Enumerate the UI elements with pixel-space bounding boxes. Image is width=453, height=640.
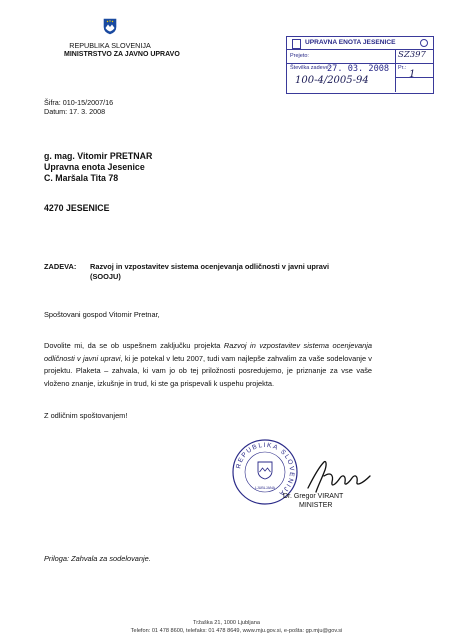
- subject-line-2: (SOOJU): [90, 272, 121, 281]
- datum-value: 17. 3. 2008: [69, 107, 106, 117]
- stamp-org: UPRAVNA ENOTA JESENICE: [305, 39, 396, 46]
- receipt-stamp: [286, 36, 434, 94]
- stamp-received-date: 27. 03. 2008: [327, 64, 390, 74]
- signatory: [283, 493, 343, 510]
- letterhead: [64, 41, 180, 59]
- datum-label: Datum:: [44, 107, 68, 117]
- sifra-label: Šifra:: [44, 98, 61, 107]
- body-paragraph: [44, 340, 372, 390]
- subject-line-1: Razvoj in vzpostavitev sistema ocenjevanja odličnosti v javni upravi: [90, 262, 330, 271]
- signatory-name: Dr. Gregor VIRANT: [283, 493, 344, 500]
- handwritten-signature: [300, 458, 382, 496]
- stamp-circle-icon: [420, 39, 428, 47]
- body-text-a: Dovolite mi, da se ob uspešnem zaključku projekta: [44, 341, 224, 350]
- attachment-note: Priloga: Zahvala za sodelovanje.: [44, 554, 151, 563]
- recipient-org: Upravna enota Jesenice: [44, 162, 145, 172]
- stamp-pr-label: Pr.:: [398, 65, 407, 71]
- stamp-received-label: Prejeto:: [290, 53, 309, 59]
- sifra-value: 010-15/2007/16: [62, 98, 114, 107]
- stamp-handwritten-case: 100-4/2005-94: [295, 75, 369, 86]
- closing: Z odličnim spoštovanjem!: [44, 411, 128, 420]
- stamp-emblem-icon: [292, 39, 301, 49]
- body-text-b: , ki je potekal v letu 2007, tudi vam najlepše zahvalim za vaše sodelovanje v projektu. Plaketa – zahvala, ki vam jo ob tej priložnosti posredujemo, je priznanje za vse vaše vloženo znanje, izkušnje in trud, ki ste ga prispevali k uspehu projekta.: [44, 353, 372, 388]
- subject-label: ZADEVA:: [44, 262, 77, 271]
- svg-text:REPUBLIKA SLOVENIJA: REPUBLIKA SLOVENIJA: [235, 441, 296, 498]
- reference-block: [44, 98, 113, 117]
- stamp-handwritten-ref: SZ397: [398, 50, 426, 60]
- recipient-name: g. mag. Vitomir PRETNAR: [44, 151, 153, 161]
- svg-text:LJUBLJANA: LJUBLJANA: [255, 486, 275, 490]
- recipient-street: C. Maršala Tita 78: [44, 173, 119, 183]
- stamp-handwritten-pr: 1: [409, 69, 416, 80]
- letterhead-ministry: MINISTRSTVO ZA JAVNO UPRAVO: [64, 51, 180, 59]
- footer-address: Tržaška 21, 1000 Ljubljana: [193, 620, 260, 626]
- stamp-number-label: Številka zadeve:: [290, 65, 331, 71]
- project-title: Razvoj in vzpostavitev sistema ocenjevanja odličnosti v javni upravi: [44, 341, 373, 363]
- salutation: Spoštovani gospod Vitomir Pretnar,: [44, 310, 160, 319]
- footer-contacts: Telefon: 01 478 8600, telefaks: 01 478 8649, www.mju.gov.si, e-pošta: gp.mju@gov.si: [130, 628, 343, 634]
- coat-of-arms-icon: [103, 18, 117, 35]
- stamp-divider: [395, 49, 396, 92]
- signatory-title: MINISTER: [299, 501, 333, 509]
- letterhead-country: REPUBLIKA SLOVENIJA: [69, 41, 151, 50]
- recipient-city: 4270 JESENICE: [44, 203, 110, 213]
- recipient-address: [44, 151, 152, 184]
- subject-text: [90, 262, 390, 282]
